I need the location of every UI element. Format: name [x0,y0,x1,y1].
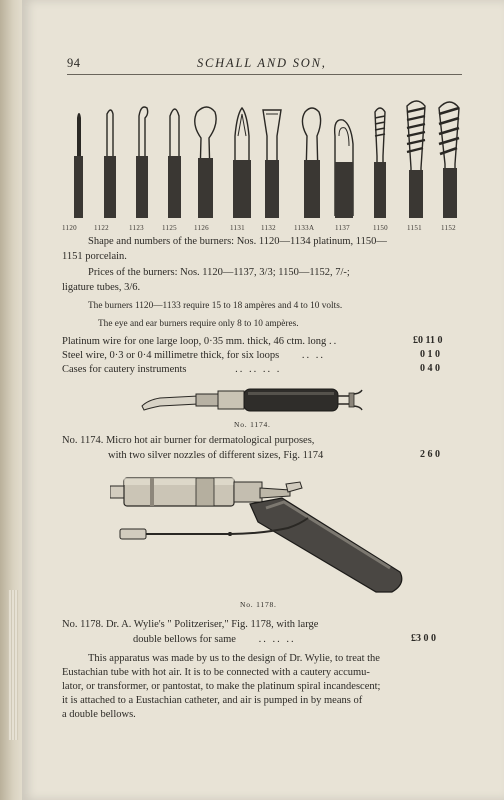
price-item-desc: Platinum wire for one large loop, 0·35 mm. thick, 46 ctm. long .. [62,336,339,347]
description-line: lator, or transformer, or pantostat, to make the platinum spiral incandescent; [62,681,381,692]
burner-label: 1125 [162,224,177,232]
burner-label: 1132 [261,224,276,232]
header-rule [67,74,462,75]
burner-1126 [195,107,216,218]
burner-label: 1151 [407,224,422,232]
shape-text-line-2: 1151 porcelain. [62,251,127,262]
figure-1178-illustration [110,468,410,598]
item-1174-line-1: No. 1174. Micro hot air burner for dermatological purposes, [62,435,315,446]
item-1178-line-1: No. 1178. Dr. A. Wylie's " Politzeriser," Fig. 1178, with large [62,619,319,630]
description-line: a double bellows. [62,709,136,720]
burner-label: 1133A [294,224,315,232]
description-line: Eustachian tube with hot air. It is to be connected with a cautery accumu- [62,667,370,678]
burner-label: 1131 [230,224,245,232]
price-item-desc: Cases for cautery instruments .. .. .. . [62,364,282,375]
burner-label: 1137 [335,224,350,232]
price-item-price: 0 4 0 [420,363,440,374]
burner-1123 [136,107,148,218]
burner-1120 [74,114,83,218]
price-item-desc: Steel wire, 0·3 or 0·4 millimetre thick, for six loops .. .. [62,350,325,361]
burner-label: 1150 [373,224,388,232]
burner-1125 [168,109,181,218]
description-line: This apparatus was made by us to the design of Dr. Wylie, to treat the [88,653,380,664]
price-item-price: 0 1 0 [420,349,440,360]
burner-label: 1122 [94,224,109,232]
burner-1131 [233,108,251,218]
burner-1132 [263,110,281,218]
prices-text-line-2: ligature tubes, 3/6. [62,282,141,293]
burner-label: 1120 [62,224,77,232]
item-1174-price: 2 6 0 [420,449,440,460]
burners-illustration [67,96,463,222]
figure-1174-caption: No. 1174. [234,420,271,429]
page-edges [8,590,18,740]
item-1174-line-2: with two silver nozzles of different sizes, Fig. 1174 [108,450,324,461]
figure-1174-illustration [138,382,368,418]
running-title: SCHALL AND SON, [197,56,327,70]
burner-1151 [407,101,425,218]
item-1178-line-2: double bellows for same .. .. .. [133,634,296,645]
amperes-note: The burners 1120—1133 require 15 to 18 ampères and 4 to 10 volts. [88,301,343,311]
page-header [67,56,462,72]
page-number: 94 [67,56,81,70]
item-1178-price: £3 0 0 [411,633,436,644]
burner-1122 [104,110,116,218]
burner-label: 1152 [441,224,456,232]
burner-1152 [439,102,459,218]
price-item-price: £0 11 0 [413,335,443,346]
shape-text-line-1: Shape and numbers of the burners: Nos. 1120—1134 platinum, 1150— [88,236,387,247]
burner-1137 [335,120,353,218]
book-spine [0,0,22,800]
burner-label: 1123 [129,224,144,232]
prices-text-line-1: Prices of the burners: Nos. 1120—1137, 3/3; 1150—1152, 7/-; [88,267,350,278]
burner-1133a [302,108,320,218]
burner-label: 1126 [194,224,209,232]
eye-ear-note: The eye and ear burners require only 8 to 10 ampères. [98,319,299,329]
burner-1150 [374,108,386,218]
figure-1178-caption: No. 1178. [240,600,277,609]
description-line: it is attached to a Eustachian catheter, and air is pumped in by means of [62,695,363,706]
